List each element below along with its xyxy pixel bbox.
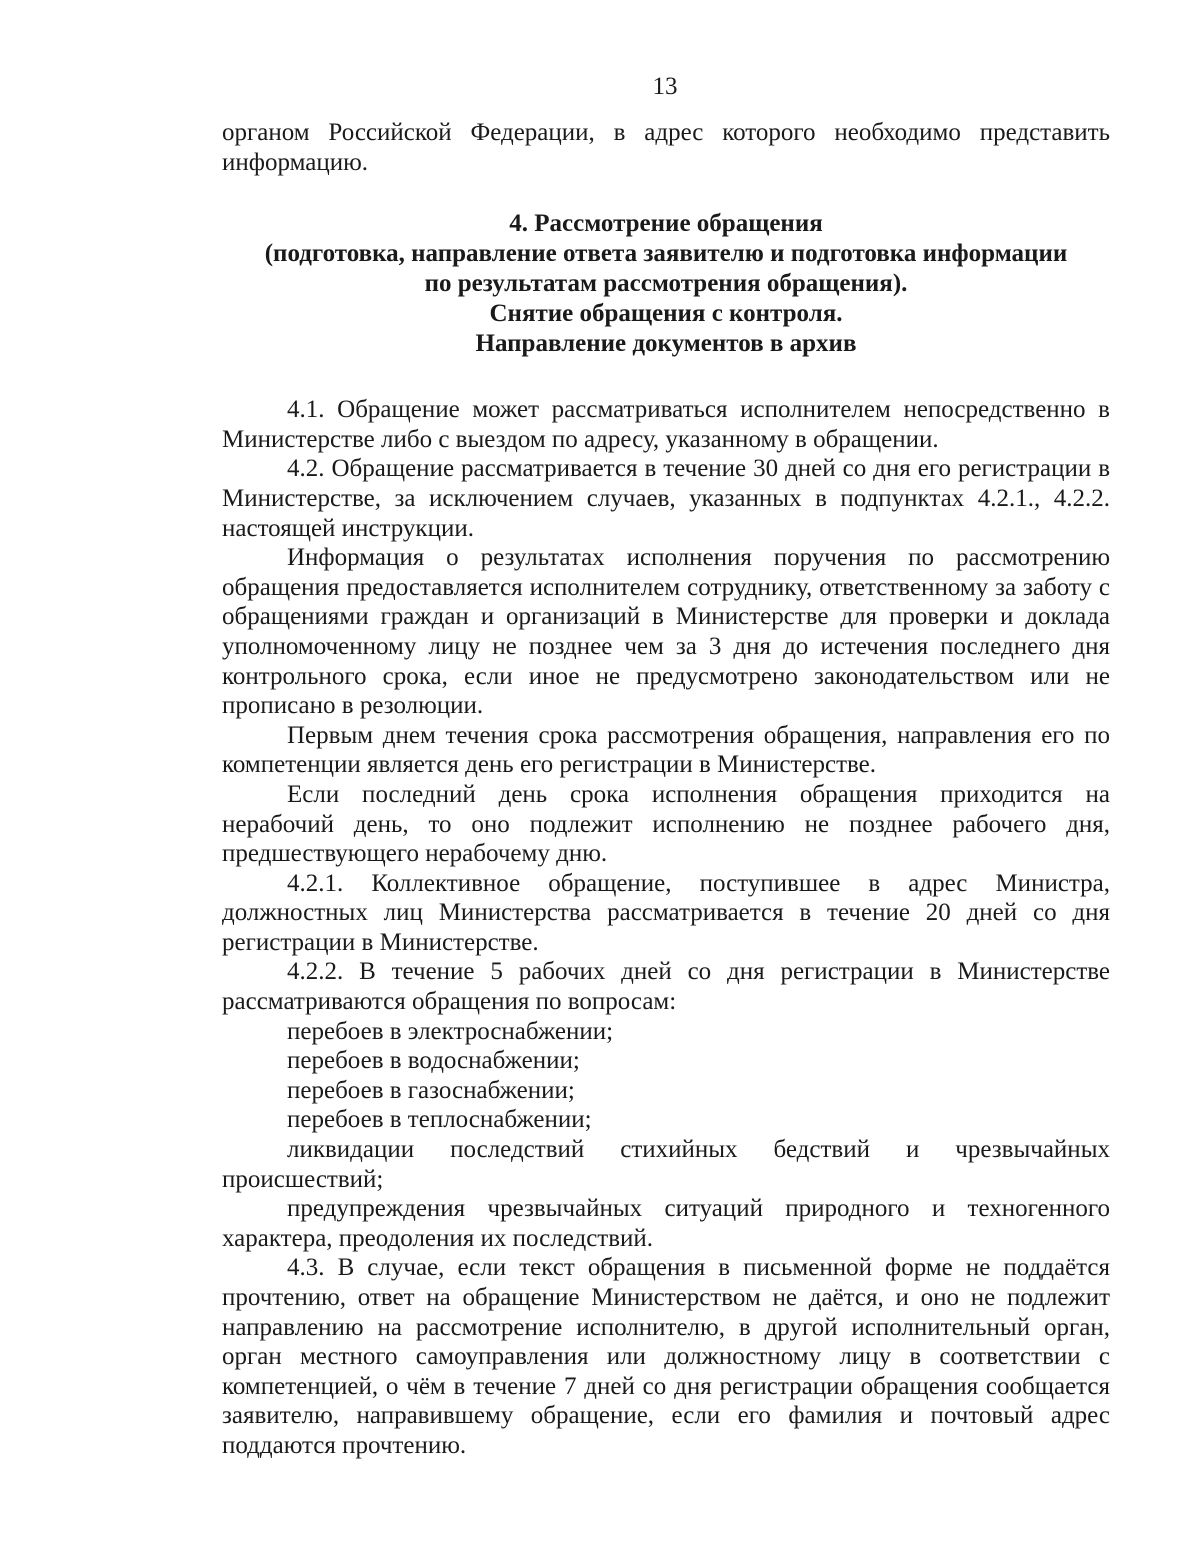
heading-line-3: по результатам рассмотрения обращения). xyxy=(424,270,908,298)
heading-line-4: Снятие обращения с контроля. xyxy=(489,300,843,328)
list-item-disaster: ликвидации последствий стихийных бедствий и чрезвычайных происшествий; xyxy=(222,1136,1110,1193)
paragraph-last-day: Если последний день срока исполнения обращения приходится на нерабочий день, то оно подлежит исполнению не позднее рабочего дня, предшествующего нерабочему дню. xyxy=(222,780,1110,868)
page-number: 13 xyxy=(652,73,678,100)
paragraph-information: Информация о результатах исполнения поручения по рассмотрению обращения предоставляется исполнителем сотруднику, ответственному за заботу с обращениями граждан и организаций в Министерстве для проверки и доклада уполномоченному лицу не позднее чем за 3 дня до истечения последнего дня контрольного срока, если иное не предусмотрено законодательством или не прописано в резолюции. xyxy=(222,544,1110,720)
paragraph-4-2-1: 4.2.1. Коллективное обращение, поступившее в адрес Министра, должностных лиц Министерства рассматривается в течение 20 дней со дня регистрации в Министерстве. xyxy=(222,869,1110,956)
document-body xyxy=(222,118,1110,1461)
list-item-water: перебоев в водоснабжении; xyxy=(287,1047,580,1075)
continuation-paragraph: органом Российской Федерации, в адрес которого необходимо представить информацию. xyxy=(222,119,1110,176)
heading-line-2: (подготовка, направление ответа заявителю и подготовка информации xyxy=(264,240,1068,268)
heading-line-1: 4. Рассмотрение обращения xyxy=(509,210,823,238)
list-item-gas: перебоев в газоснабжении; xyxy=(287,1076,575,1104)
list-item-prevention: предупреждения чрезвычайных ситуаций природного и техногенного характера, преодоления их последствий. xyxy=(222,1195,1110,1252)
list-item-heat: перебоев в теплоснабжении; xyxy=(287,1106,592,1134)
paragraph-first-day: Первым днем течения срока рассмотрения обращения, направления его по компетенции является день его регистрации в Министерстве. xyxy=(222,721,1110,779)
list-item-electric: перебоев в электроснабжении; xyxy=(287,1017,614,1045)
paragraph-4-1: 4.1. Обращение может рассматриваться исполнителем непосредственно в Министерстве либо с выездом по адресу, указанному в обращении. xyxy=(222,396,1110,453)
paragraph-4-3: 4.3. В случае, если текст обращения в письменной форме не поддаётся прочтению, ответ на обращение Министерством не даётся, и оно не подлежит направлению на рассмотрение исполнителю, в другой исполнительный орган, орган местного самоуправления или должностному лицу в соответствии с компетенцией, о чём в течение 7 дней со дня регистрации обращения сообщается заявителю, направившему обращение, если его фамилия и почтовый адрес поддаются прочтению. xyxy=(222,1254,1110,1459)
section-heading xyxy=(222,209,1110,359)
heading-line-5: Направление документов в архив xyxy=(475,330,857,358)
paragraph-4-2-2: 4.2.2. В течение 5 рабочих дней со дня регистрации в Министерстве рассматриваются обращения по вопросам: xyxy=(222,958,1110,1016)
paragraph-4-2: 4.2. Обращение рассматривается в течение 30 дней со дня его регистрации в Министерстве, за исключением случаев, указанных в подпунктах 4.2.1., 4.2.2. настоящей инструкции. xyxy=(222,455,1110,542)
